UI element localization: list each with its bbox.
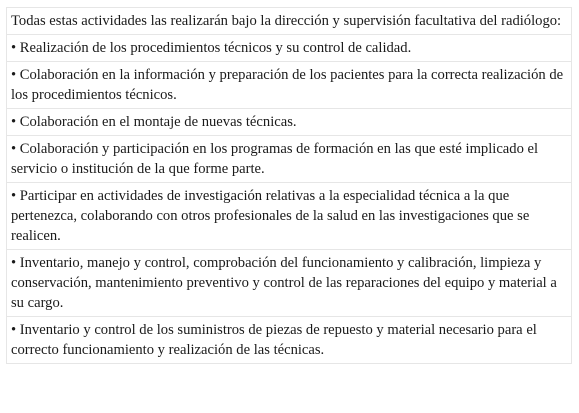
list-item: • Colaboración y participación en los programas de formación en las que esté implicado el servicio o institución de la que forme parte.: [7, 136, 571, 183]
list-item: • Inventario y control de los suministros de piezas de repuesto y material necesario para el correcto funcionamiento y realización de las técnicas.: [7, 317, 571, 364]
list-item: • Participar en actividades de investigación relativas a la especialidad técnica a la que pertenezca, colaborando con otros profesionales de la salud en las investigaciones que se realicen.: [7, 183, 571, 250]
intro-paragraph: Todas estas actividades las realizarán bajo la dirección y supervisión facultativa del radiólogo:: [7, 8, 571, 35]
list-item: • Inventario, manejo y control, comprobación del funcionamiento y calibración, limpieza y conservación, mantenimiento preventivo y control de las reparaciones del equipo y material a su cargo.: [7, 250, 571, 317]
list-item: • Realización de los procedimientos técnicos y su control de calidad.: [7, 35, 571, 62]
list-item: • Colaboración en la información y preparación de los pacientes para la correcta realización de los procedimientos técnicos.: [7, 62, 571, 109]
activities-list: [6, 7, 572, 364]
list-item: • Colaboración en el montaje de nuevas técnicas.: [7, 109, 571, 136]
